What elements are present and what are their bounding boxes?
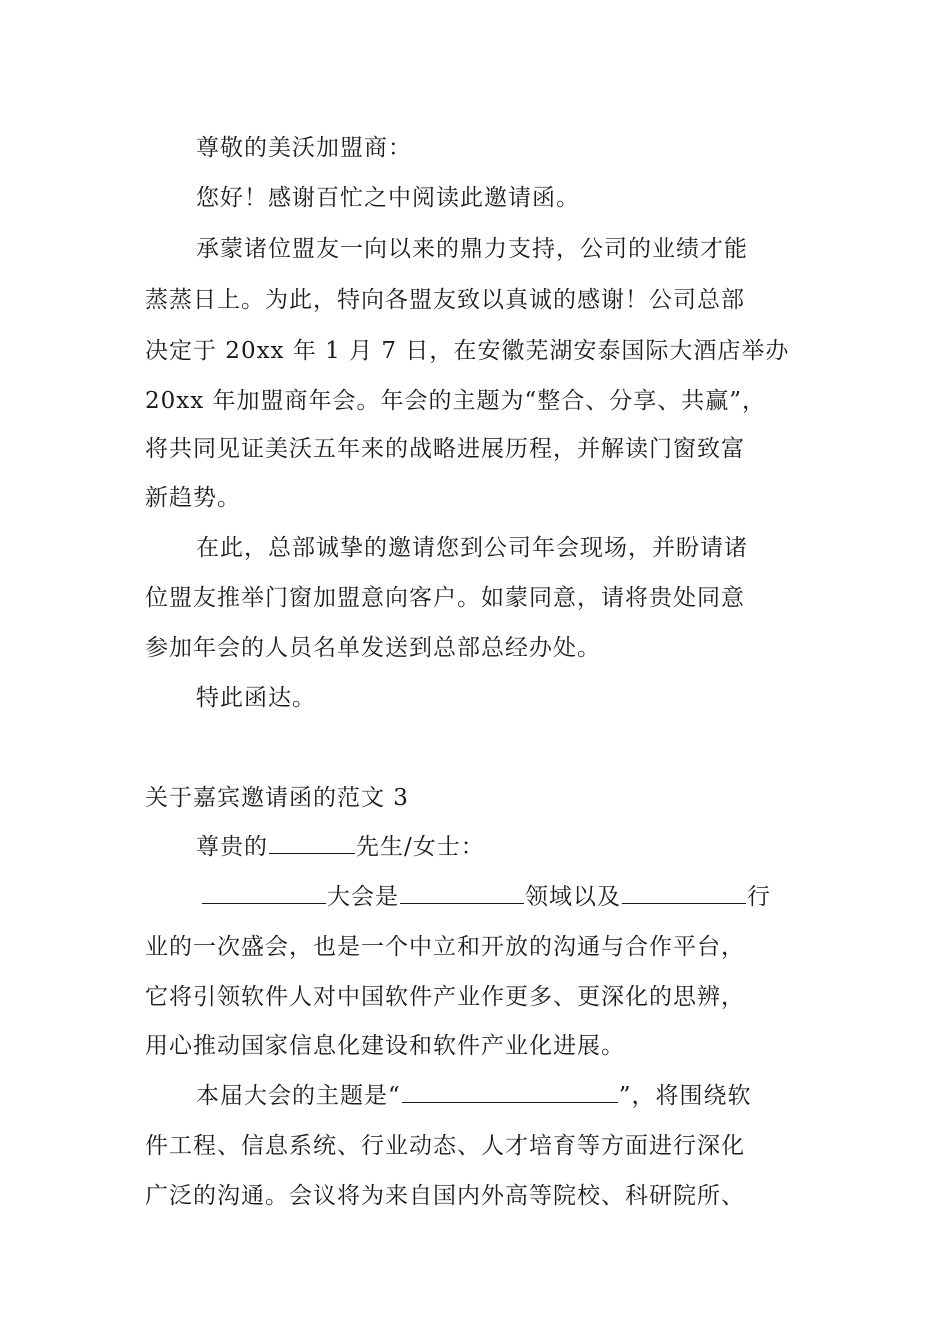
letter1-para1-line: 承蒙诸位盟友一向以来的鼎力支持，公司的业绩才能 bbox=[196, 236, 748, 262]
letter2-title: 关于嘉宾邀请函的范文 3 bbox=[145, 785, 409, 811]
letter1-para2-line: 在此，总部诚挚的邀请您到公司年会现场，并盼请诸 bbox=[196, 535, 748, 561]
letter1-para1-line: 新趋势。 bbox=[145, 485, 241, 511]
conference-name-blank bbox=[202, 883, 326, 904]
letter2-para1-line: 用心推动国家信息化建设和软件产业化进展。 bbox=[145, 1033, 625, 1059]
letter2-theme-line bbox=[196, 1081, 826, 1111]
letter2-salutation bbox=[196, 832, 826, 862]
letter1-salutation: 尊敬的美沃加盟商： bbox=[196, 135, 412, 161]
theme-prefix: 本届大会的主题是“ bbox=[196, 1083, 401, 1109]
field-blank bbox=[400, 883, 524, 904]
letter1-closing: 特此函达。 bbox=[196, 685, 316, 711]
letter2-para1-line: 它将引领软件人对中国软件产业作更多、更深化的思辨， bbox=[145, 984, 745, 1010]
intro-part3: 行 bbox=[747, 884, 771, 910]
letter1-para1-line: 将共同见证美沃五年来的战略进展历程，并解读门窗致富 bbox=[145, 436, 745, 462]
letter1-greeting: 您好！感谢百忙之中阅读此邀请函。 bbox=[196, 185, 580, 211]
intro-part1: 大会是 bbox=[327, 884, 399, 910]
letter1-para2-line: 位盟友推举门窗加盟意向客户。如蒙同意，请将贵处同意 bbox=[145, 585, 745, 611]
industry-blank bbox=[622, 883, 746, 904]
salutation-prefix: 尊贵的 bbox=[196, 834, 268, 860]
letter2-intro-line bbox=[196, 882, 826, 912]
intro-part2: 领域以及 bbox=[525, 884, 621, 910]
letter2-para1-line: 业的一次盛会，也是一个中立和开放的沟通与合作平台， bbox=[145, 934, 745, 960]
letter2-para2-line: 广泛的沟通。会议将为来自国内外高等院校、科研院所、 bbox=[145, 1183, 745, 1209]
letter2-para2-line: 件工程、信息系统、行业动态、人才培育等方面进行深化 bbox=[145, 1133, 745, 1159]
theme-suffix: ”，将围绕软 bbox=[618, 1083, 752, 1109]
letter1-para1-line: 决定于 20xx 年 1 月 7 日，在安徽芜湖安泰国际大酒店举办 bbox=[145, 338, 790, 364]
letter1-para2-line: 参加年会的人员名单发送到总部总经办处。 bbox=[145, 635, 601, 661]
letter1-para1-line: 蒸蒸日上。为此，特向各盟友致以真诚的感谢！公司总部 bbox=[145, 287, 745, 313]
name-blank bbox=[269, 833, 355, 854]
theme-blank bbox=[402, 1082, 618, 1103]
salutation-suffix: 先生/女士： bbox=[356, 834, 485, 860]
letter1-para1-line: 20xx 年加盟商年会。年会的主题为“整合、分享、共赢”， bbox=[145, 388, 767, 414]
